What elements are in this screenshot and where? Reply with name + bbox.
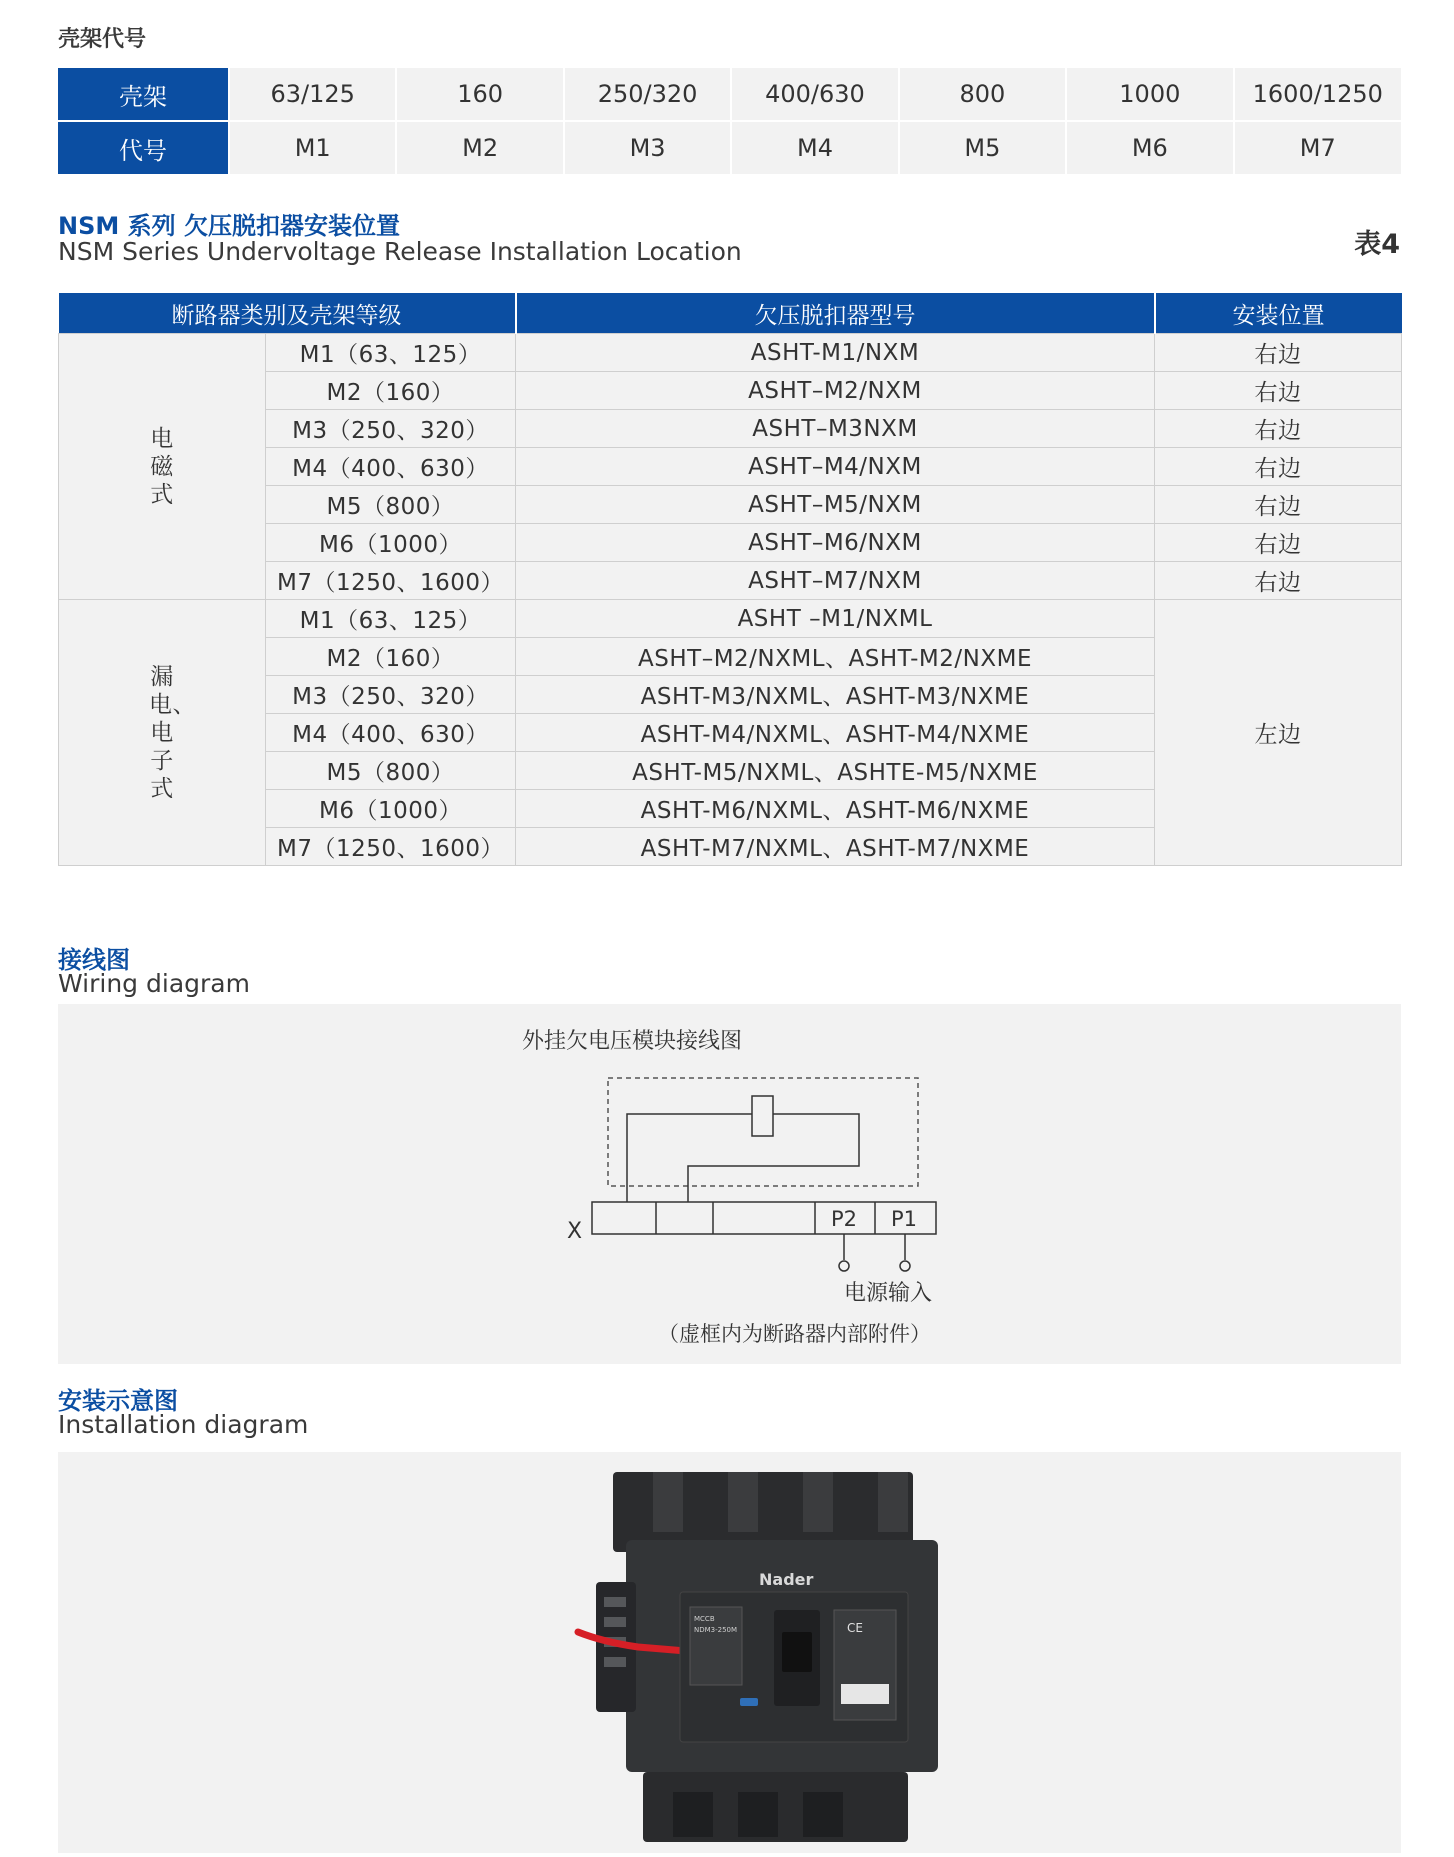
position-cell: 右边 <box>1155 562 1402 600</box>
frame-cell: M4（400、630） <box>266 714 516 752</box>
frame-cell: M2（160） <box>266 638 516 676</box>
model-cell: ASHT-M7/NXML、ASHT-M7/NXME <box>516 828 1155 866</box>
row-label: 代号 <box>58 121 229 174</box>
terminal-label-p2: P2 <box>831 1207 858 1231</box>
table-cell: M7 <box>1234 121 1401 174</box>
terminal-icon <box>839 1261 849 1271</box>
label-text: MCCB <box>694 1615 715 1623</box>
model-cell: ASHT-M4/NXML、ASHT-M4/NXME <box>516 714 1155 752</box>
frame-cell: M7（1250、1600） <box>266 828 516 866</box>
release-table <box>58 293 1402 866</box>
coil-icon <box>752 1096 773 1136</box>
section-title-en: NSM Series Undervoltage Release Installation Location <box>58 237 742 266</box>
category-label: 漏电、电子式 <box>149 663 196 802</box>
model-cell: ASHT–M6/NXM <box>516 524 1155 562</box>
position-cell: 右边 <box>1155 372 1402 410</box>
ce-mark: CE <box>847 1621 863 1635</box>
table-cell: 400/630 <box>731 68 898 121</box>
category-label: 电磁式 <box>150 425 174 508</box>
frame-cell: M7（1250、1600） <box>266 562 516 600</box>
table-row <box>58 121 1401 174</box>
table-cell: 63/125 <box>229 68 396 121</box>
table-cell: 160 <box>396 68 563 121</box>
position-cell: 右边 <box>1155 524 1402 562</box>
table-number: 表4 <box>1354 229 1400 260</box>
wiring-title-cn: 接线图 <box>58 946 130 974</box>
breaker-illustration <box>58 1452 1401 1853</box>
installation-panel <box>58 1452 1401 1853</box>
frame-cell: M4（400、630） <box>266 448 516 486</box>
position-cell: 右边 <box>1155 448 1402 486</box>
wiring-panel <box>58 1004 1401 1364</box>
frame-cell: M2（160） <box>266 372 516 410</box>
column-header: 断路器类别及壳架等级 <box>59 293 516 334</box>
terminal-icon <box>900 1261 910 1271</box>
column-header: 安装位置 <box>1155 293 1402 334</box>
table-cell: 1600/1250 <box>1234 68 1401 121</box>
frame-cell: M1（63、125） <box>266 334 516 372</box>
table-cell: M3 <box>564 121 731 174</box>
wire-left <box>627 1114 752 1202</box>
frame-code-heading: 壳架代号 <box>58 27 147 52</box>
row-label: 壳架 <box>58 68 229 121</box>
table-cell: M2 <box>396 121 563 174</box>
frame-code-table <box>58 68 1401 174</box>
table-header-row <box>59 293 1402 334</box>
wiring-title-en: Wiring diagram <box>58 969 250 998</box>
model-cell: ASHT –M1/NXML <box>516 600 1155 638</box>
position-cell: 右边 <box>1155 410 1402 448</box>
position-cell: 右边 <box>1155 486 1402 524</box>
frame-cell: M6（1000） <box>266 524 516 562</box>
frame-cell: M6（1000） <box>266 790 516 828</box>
table-cell: M5 <box>899 121 1066 174</box>
table-row <box>58 68 1401 121</box>
model-cell: ASHT–M5/NXM <box>516 486 1155 524</box>
frame-cell: M5（800） <box>266 752 516 790</box>
wiring-diagram <box>58 1004 1401 1364</box>
category-cell <box>59 600 266 866</box>
position-cell: 左边 <box>1155 600 1402 866</box>
brand-logo: Nader <box>759 1570 814 1589</box>
model-cell: ASHT-M3/NXML、ASHT-M3/NXME <box>516 676 1155 714</box>
indicator-icon <box>740 1698 758 1706</box>
section-title-cn: NSM 系列 欠压脱扣器安装位置 <box>58 212 400 240</box>
diagram-note: （虚框内为断路器内部附件） <box>658 1322 931 1346</box>
model-cell: ASHT–M4/NXM <box>516 448 1155 486</box>
table-cell: 800 <box>899 68 1066 121</box>
terminal-label-x: X <box>567 1219 583 1244</box>
table-cell: M1 <box>229 121 396 174</box>
position-cell: 右边 <box>1155 334 1402 372</box>
frame-cell: M3（250、320） <box>266 410 516 448</box>
frame-cell: M3（250、320） <box>266 676 516 714</box>
table-cell: M6 <box>1066 121 1233 174</box>
table-cell: M4 <box>731 121 898 174</box>
model-cell: ASHT–M2/NXM <box>516 372 1155 410</box>
terminal-strip <box>592 1202 936 1234</box>
category-cell <box>59 334 266 600</box>
table-row <box>59 600 1402 638</box>
model-cell: ASHT-M6/NXML、ASHT-M6/NXME <box>516 790 1155 828</box>
model-cell: ASHT-M5/NXML、ASHTE-M5/NXME <box>516 752 1155 790</box>
power-input-label: 电源输入 <box>844 1281 933 1306</box>
model-cell: ASHT–M2/NXML、ASHT-M2/NXME <box>516 638 1155 676</box>
frame-cell: M5（800） <box>266 486 516 524</box>
barcode-icon <box>841 1684 889 1704</box>
model-text: NDM3-250M <box>694 1626 738 1634</box>
install-title-cn: 安装示意图 <box>58 1387 178 1415</box>
column-header: 欠压脱扣器型号 <box>516 293 1155 334</box>
model-cell: ASHT–M7/NXM <box>516 562 1155 600</box>
frame-cell: M1（63、125） <box>266 600 516 638</box>
install-title-en: Installation diagram <box>58 1410 309 1439</box>
table-row <box>59 334 1402 372</box>
terminal-label-p1: P1 <box>891 1207 918 1231</box>
model-cell: ASHT–M3NXM <box>516 410 1155 448</box>
table-cell: 1000 <box>1066 68 1233 121</box>
model-cell: ASHT-M1/NXM <box>516 334 1155 372</box>
diagram-title: 外挂欠电压模块接线图 <box>522 1029 743 1054</box>
table-cell: 250/320 <box>564 68 731 121</box>
